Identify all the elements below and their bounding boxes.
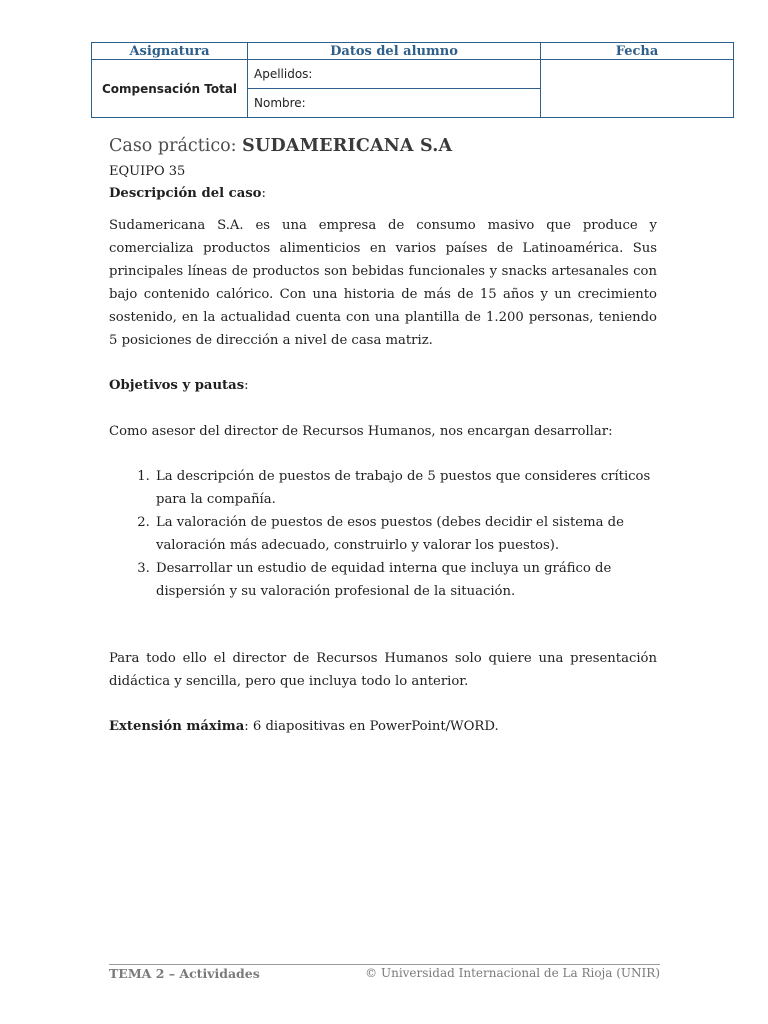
extension-value: : 6 diapositivas en PowerPoint/WORD. xyxy=(244,719,499,734)
list-item: 3. Desarrollar un estudio de equidad interna que incluya un gráfico de dispersión y su valoración profesional de la situación. xyxy=(154,557,657,603)
subject-column-header: Asignatura xyxy=(92,43,248,60)
description-paragraph: Sudamericana S.A. es una empresa de consumo masivo que produce y comercializa productos alimenticios en varios países de Latinoamérica. Sus principales líneas de productos son bebidas funcionales y snacks artesanales con bajo contenido calórico. Con una historia de más de 15 años y un crecimiento sostenido, en la actualidad cuenta con una plantilla de 1.200 personas, teniendo 5 posiciones de dirección a nivel de casa matriz. xyxy=(109,218,657,348)
date-column-header: Fecha xyxy=(541,43,734,60)
task-list xyxy=(109,465,657,603)
footer-topic: TEMA 2 – Actividades xyxy=(109,966,260,981)
date-cell xyxy=(541,60,734,118)
objectives-heading-text: Objetivos y pautas xyxy=(109,378,245,393)
student-column-header: Datos del alumno xyxy=(248,43,541,60)
closing-paragraph: Para todo ello el director de Recursos Humanos solo quiere una presentación didáctica y sencilla, pero que incluya todo lo anterior. xyxy=(109,651,657,689)
name-field: Nombre: xyxy=(248,89,541,118)
list-item: 1. La descripción de puestos de trabajo de 5 puestos que consideres críticos para la compañía. xyxy=(154,465,657,511)
intro-paragraph: Como asesor del director de Recursos Humanos, nos encargan desarrollar: xyxy=(109,424,613,439)
title-prefix: Caso práctico: xyxy=(109,136,243,156)
extension-label: Extensión máxima xyxy=(109,719,245,734)
footer-divider xyxy=(109,964,660,965)
list-item: 2. La valoración de puestos de esos puestos (debes decidir el sistema de valoración más adecuado, construirlo y valorar los puestos). xyxy=(154,511,657,557)
footer-copyright: © Universidad Internacional de La Rioja (UNIR) xyxy=(365,966,660,980)
description-heading: Descripción del caso: xyxy=(109,186,266,201)
surname-field: Apellidos: xyxy=(248,60,541,89)
subject-cell: Compensación Total xyxy=(92,60,248,118)
document-title xyxy=(109,134,657,158)
header-table xyxy=(91,42,734,118)
title-main: SUDAMERICANA S.A xyxy=(242,136,453,156)
team-label: EQUIPO 35 xyxy=(109,164,186,179)
description-heading-text: Descripción del caso xyxy=(109,186,262,201)
document-body xyxy=(109,134,657,738)
extension-line xyxy=(109,715,657,738)
objectives-heading: Objetivos y pautas: xyxy=(109,378,249,393)
